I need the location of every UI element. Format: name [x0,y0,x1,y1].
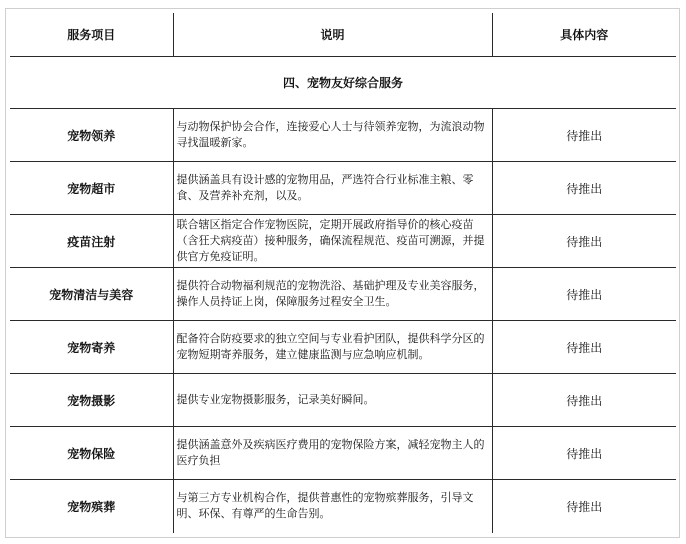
section-row [10,57,676,109]
service-name: 宠物寄养 [10,321,173,374]
table-row [10,321,676,374]
service-status: 待推出 [492,215,676,268]
service-status: 待推出 [492,321,676,374]
service-name: 疫苗注射 [10,215,173,268]
table-row [10,480,676,533]
header-row [10,13,676,57]
service-desc: 提供涵盖意外及疾病医疗费用的宠物保险方案，减轻宠物主人的医疗负担 [173,427,492,480]
service-desc: 提供专业宠物摄影服务，记录美好瞬间。 [173,374,492,427]
service-desc: 提供符合动物福利规范的宠物洗浴、基础护理及专业美容服务，操作人员持证上岗，保障服务过程安全卫生。 [173,268,492,321]
service-status: 待推出 [566,499,603,514]
service-name: 宠物清洁与美容 [10,268,173,321]
service-desc: 与动物保护协会合作，连接爱心人士与待领养宠物，为流浪动物寻找温暖新家。 [173,109,492,162]
service-name: 宠物领养 [10,109,173,162]
service-table [10,13,676,533]
service-desc: 配备符合防疫要求的独立空间与专业看护团队，提供科学分区的宠物短期寄养服务，建立健康监测与应急响应机制。 [173,321,492,374]
table-row [10,162,676,215]
service-status: 待推出 [492,109,676,162]
section-title: 四、宠物友好综合服务 [10,57,676,109]
service-desc: 与第三方专业机构合作，提供普惠性的宠物殡葬服务，引导文明、环保、有尊严的生命告别。 [173,480,492,533]
table-row [10,268,676,321]
service-desc: 联合辖区指定合作宠物医院，定期开展政府指导价的核心疫苗（含狂犬病疫苗）接种服务，确保流程规范、疫苗可溯源，并提供官方免疫证明。 [173,215,492,268]
header-item: 服务项目 [10,13,173,57]
service-desc: 提供涵盖具有设计感的宠物用品，严选符合行业标准主粮、零食、及营养补充剂，以及。 [173,162,492,215]
table-row [10,374,676,427]
table-row [10,427,676,480]
table-row [10,109,676,162]
header-content: 具体内容 [492,13,676,57]
service-name: 宠物超市 [10,162,173,215]
service-status: 待推出 [492,268,676,321]
header-desc: 说明 [173,13,492,57]
table-row [10,215,676,268]
service-status: 待推出 [492,374,676,427]
service-status: 待推出 [492,427,676,480]
service-name: 宠物保险 [10,427,173,480]
service-name: 宠物殡葬 [67,499,116,514]
service-status: 待推出 [492,162,676,215]
service-name: 宠物摄影 [10,374,173,427]
